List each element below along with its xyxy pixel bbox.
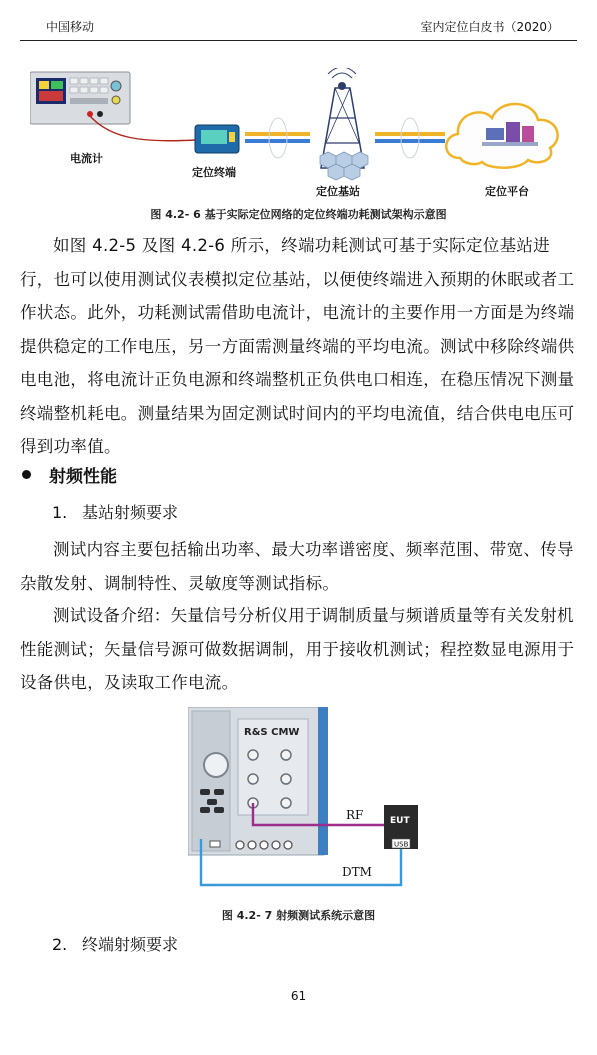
section-title: 射频性能 (49, 467, 117, 487)
platform-cloud-icon (446, 104, 557, 168)
page-header (20, 14, 577, 41)
paragraph-test-content: 测试内容主要包括输出功率、最大功率谱密度、频率范围、带宽、传导杂散发射、调制特性、灵敏度等测试指标。 (20, 540, 574, 593)
item-title: 终端射频要求 (82, 935, 179, 954)
item-number: 2. (52, 935, 68, 954)
figure-caption-1: 图 4.2- 6 基于实际定位网络的定位终端功耗测试架构示意图 (150, 208, 447, 221)
base-station-label: 定位基站 (316, 185, 360, 198)
ammeter-device-icon (30, 72, 130, 124)
section-heading (22, 462, 117, 487)
paragraph-power-test: 如图 4.2-5 及图 4.2-6 所示，终端功耗测试可基于实际定位基站进行，也可以使用测试仪表模拟定位基站，以便使终端进入预期的休眠或者工作状态。此外，功耗测试需借助电流计，电流计的主要作用一方面是为终端提供稳定的工作电压，另一方面需测量终端的平均电流。测试中移除终端供电电池，将电流计正负电源和终端整机正负供电口相连，在稳压情况下测量终端整机耗电。测量结果为固定测试时间内的平均电流值，结合供电电压可得到功率值。 (20, 236, 575, 456)
rf-test-system-figure (188, 707, 428, 897)
numbered-item-2 (52, 932, 178, 955)
rf-label: RF (346, 808, 364, 822)
item-number: 1. (52, 503, 68, 522)
cmw-instrument-icon (188, 707, 328, 855)
terminal-device-icon (195, 125, 239, 153)
header-doc-title: 室内定位白皮书（2020） (420, 20, 559, 34)
usb-label: USB (394, 840, 409, 849)
bullet-icon (22, 470, 31, 479)
power-test-architecture-figure (30, 68, 570, 204)
signal-beam-left (245, 118, 310, 158)
eut-label: EUT (390, 816, 410, 826)
dtm-label: DTM (342, 865, 372, 879)
header-org: 中国移动 (46, 20, 95, 34)
item-title: 基站射频要求 (82, 503, 179, 522)
paragraph-test-equipment: 测试设备介绍：矢量信号分析仪用于调制质量与频谱质量等有关发射机性能测试；矢量信号源可做数据调制，用于接收机测试；程控数显电源用于设备供电，及读取工作电流。 (20, 606, 575, 692)
terminal-label: 定位终端 (192, 166, 236, 179)
figure-caption-2: 图 4.2- 7 射频测试系统示意图 (221, 909, 376, 922)
numbered-item-1 (52, 500, 178, 523)
instrument-label: R&S CMW (244, 727, 300, 738)
page-number: 61 (290, 989, 307, 1003)
platform-label: 定位平台 (485, 185, 529, 198)
ammeter-label: 电流计 (70, 152, 103, 165)
eut-device-icon (384, 805, 418, 849)
signal-beam-right (375, 118, 445, 158)
base-station-tower-icon (320, 68, 368, 180)
